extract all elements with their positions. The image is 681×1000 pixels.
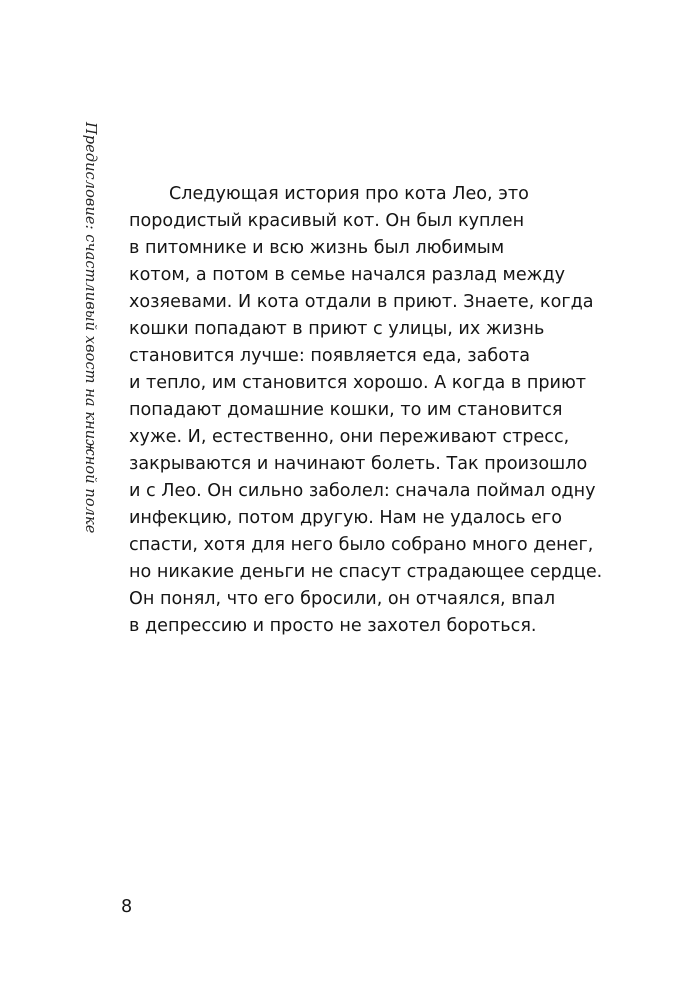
paragraph-line: котом, а потом в семье начался разлад между xyxy=(129,265,566,285)
paragraph-line: в питомнике и всю жизнь был любимым xyxy=(129,238,505,258)
paragraph-line: Он понял, что его бросили, он отчаялся, впал xyxy=(129,589,556,609)
paragraph-line: породистый красивый кот. Он был куплен xyxy=(129,211,525,231)
paragraph-line: и с Лео. Он сильно заболел: сначала поймал одну xyxy=(129,481,596,501)
paragraph-line: закрываются и начинают болеть. Так произошло xyxy=(129,454,588,474)
running-head: Предисловие: счастливый хвост на книжной полке xyxy=(82,122,98,534)
paragraph-line: становится лучше: появляется еда, забота xyxy=(129,346,531,366)
paragraph-line: хуже. И, естественно, они переживают стресс, xyxy=(129,427,570,447)
body-paragraph xyxy=(129,181,603,640)
paragraph-line: хозяевами. И кота отдали в приют. Знаете, когда xyxy=(129,292,594,312)
page-number: 8 xyxy=(121,897,133,917)
paragraph-line: и тепло, им становится хорошо. А когда в приют xyxy=(129,373,587,393)
paragraph-line: в депрессию и просто не захотел бороться. xyxy=(129,616,537,636)
paragraph-line: кошки попадают в приют с улицы, их жизнь xyxy=(129,319,545,339)
paragraph-line: инфекцию, потом другую. Нам не удалось его xyxy=(129,508,563,528)
paragraph-line: спасти, хотя для него было собрано много денег, xyxy=(129,535,594,555)
paragraph-line: но никакие деньги не спасут страдающее сердце. xyxy=(129,562,603,582)
paragraph-line: попадают домашние кошки, то им становится xyxy=(129,400,563,420)
paragraph-line: Следующая история про кота Лео, это xyxy=(169,184,529,204)
